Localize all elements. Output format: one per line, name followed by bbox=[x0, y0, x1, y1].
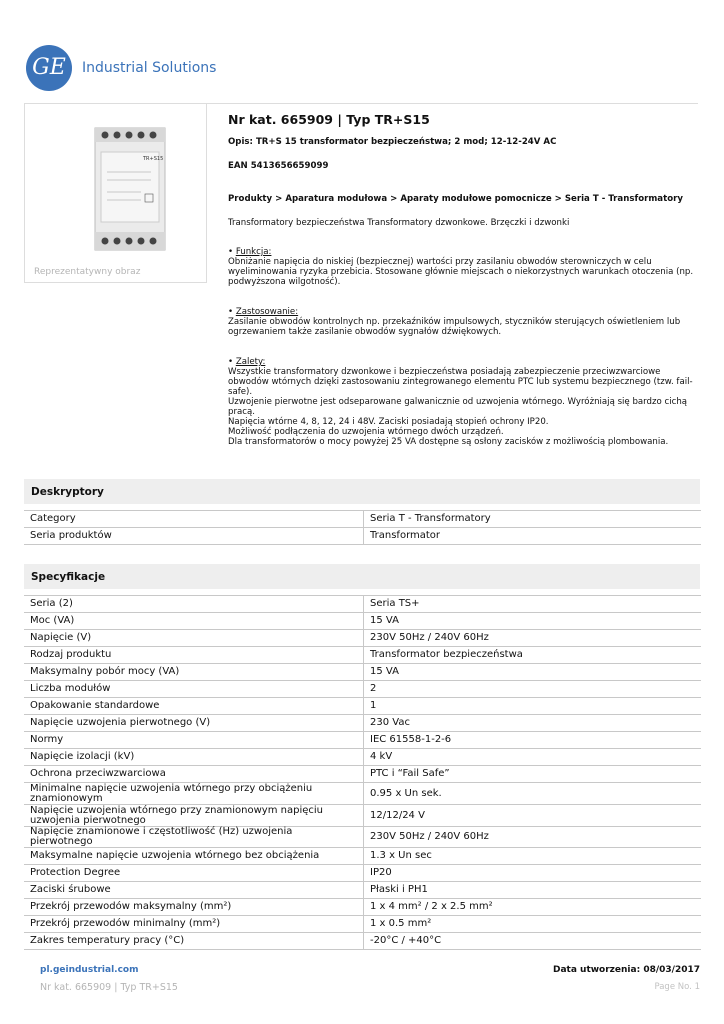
product-tagline: Transformatory bezpieczeństwa Transformatory dzwonkowe. Brzęczki i dzwonki bbox=[228, 218, 570, 228]
table-row bbox=[24, 613, 701, 630]
table-cell-value: Płaski i PH1 bbox=[364, 882, 702, 899]
specyfikacje-table bbox=[24, 595, 701, 950]
table-cell-value: 2 bbox=[364, 681, 702, 698]
table-cell-label: Napięcie znamionowe i częstotliwość (Hz) uzwojenia pierwotnego bbox=[24, 827, 364, 848]
table-row bbox=[24, 528, 701, 545]
funkcja-section: • Funkcja: Obniżanie napięcia do niskiej (bezpiecznej) wartości przy zasilaniu obwodów sterowniczych w celu wyeliminowania ryzyka przebicia. Stosowane głównie miejscach o niekorzystnych warunkach otoczenia (np. podwyższona wilgotność). bbox=[228, 247, 702, 287]
table-cell-value: 1 bbox=[364, 698, 702, 715]
table-cell-value: Transformator bezpieczeństwa bbox=[364, 647, 702, 664]
table-cell-value: 1.3 x Un sec bbox=[364, 848, 702, 865]
zalety-line: Uzwojenie pierwotne jest odseparowane galwanicznie od uzwojenia wtórnego. Wyróżniają się bardzo cichą pracą. bbox=[228, 397, 688, 417]
table-row bbox=[24, 916, 701, 933]
table-row bbox=[24, 783, 701, 805]
device-label: TR+S15 bbox=[143, 156, 164, 162]
zastosowanie-text: Zasilanie obwodów kontrolnych np. przekaźników impulsowych, styczników sterujących oświetleniem lub ogrzewaniem także zasilanie obwodów sygnałów dźwiękowych. bbox=[228, 317, 681, 337]
table-row bbox=[24, 732, 701, 749]
table-cell-label: Normy bbox=[24, 732, 364, 749]
funkcja-text: Obniżanie napięcia do niskiej (bezpiecznej) wartości przy zasilaniu obwodów sterowniczych w celu wyeliminowania ryzyka przebicia. Stosowane głównie miejscach o niekorzystnych warunkach otoczenia (np. podwyższona wilgotność). bbox=[228, 257, 694, 287]
table-cell-label: Moc (VA) bbox=[24, 613, 364, 630]
table-cell-label: Napięcie uzwojenia pierwotnego (V) bbox=[24, 715, 364, 732]
ge-logo-icon[interactable]: GE bbox=[26, 45, 72, 91]
deskryptory-heading: Deskryptory bbox=[24, 479, 700, 504]
product-info bbox=[228, 112, 702, 447]
breadcrumb[interactable]: Produkty > Aparatura modułowa > Aparaty modułowe pomocnicze > Seria T - Transformatory bbox=[228, 194, 683, 204]
zalety-label: Zalety: bbox=[235, 357, 266, 367]
table-row bbox=[24, 805, 701, 827]
table-cell-value: 12/12/24 V bbox=[364, 805, 702, 827]
table-cell-value: Transformator bbox=[364, 528, 702, 545]
table-row bbox=[24, 698, 701, 715]
table-cell-value: Seria T - Transformatory bbox=[364, 511, 702, 528]
specyfikacje-heading: Specyfikacje bbox=[24, 564, 700, 589]
table-row bbox=[24, 596, 701, 613]
image-caption: Reprezentatywny obraz bbox=[34, 267, 141, 277]
zalety-line: Dla transformatorów o mocy powyżej 25 VA dostępne są osłony zacisków z możliwością plombowania. bbox=[228, 437, 669, 447]
transformer-device-icon bbox=[81, 124, 179, 254]
table-cell-value: 15 VA bbox=[364, 613, 702, 630]
table-cell-label: Zaciski śrubowe bbox=[24, 882, 364, 899]
table-row bbox=[24, 865, 701, 882]
table-cell-label: Rodzaj produktu bbox=[24, 647, 364, 664]
table-row bbox=[24, 681, 701, 698]
table-cell-label: Ochrona przeciwzwarciowa bbox=[24, 766, 364, 783]
table-cell-value: 1 x 4 mm² / 2 x 2.5 mm² bbox=[364, 899, 702, 916]
zastosowanie-label: Zastosowanie: bbox=[235, 307, 299, 317]
footer-date: Data utworzenia: 08/03/2017 bbox=[552, 965, 700, 975]
footer-reference: Nr kat. 665909 | Typ TR+S15 bbox=[40, 982, 178, 993]
table-cell-label: Protection Degree bbox=[24, 865, 364, 882]
table-row bbox=[24, 827, 701, 848]
zalety-section: • Zalety: Wszystkie transformatory dzwonkowe i bezpieczeństwa posiadają zabezpieczenie przeciwzwarciowe obwodów wtórnych dzięki zastosowaniu zintegrowanego elementu PTC lub systemu bezpiecznego (tzw. fail-safe). Uzwojenie pierwotne jest odseparowane galwanicznie od uzwojenia wtórnego. Wyróżniają się bardzo cichą pracą. Napięcia wtórne 4, 8, 12, 24 i 48V. Zaciski posiadają stopień ochrony IP20. Możliwość podłączenia do uzwojenia wtórnego dwóch urządzeń. Dla transformatorów o mocy powyżej 25 VA dostępne są osłony zacisków z możliwością plombowania. bbox=[228, 357, 702, 447]
zalety-line: Możliwość podłączenia do uzwojenia wtórnego dwóch urządzeń. bbox=[228, 427, 504, 437]
table-cell-value: PTC i “Fail Safe” bbox=[364, 766, 702, 783]
table-cell-label: Category bbox=[24, 511, 364, 528]
header bbox=[26, 45, 216, 91]
table-cell-label: Liczba modułów bbox=[24, 681, 364, 698]
table-row bbox=[24, 933, 701, 950]
table-cell-label: Zakres temperatury pracy (°C) bbox=[24, 933, 364, 950]
table-row bbox=[24, 664, 701, 681]
table-row bbox=[24, 511, 701, 528]
table-cell-value: IP20 bbox=[364, 865, 702, 882]
brand-name: Industrial Solutions bbox=[82, 60, 217, 76]
product-ean: EAN 5413656659099 bbox=[228, 161, 329, 171]
table-cell-value: 230V 50Hz / 240V 60Hz bbox=[364, 630, 702, 647]
table-cell-label: Seria (2) bbox=[24, 596, 364, 613]
zastosowanie-section: • Zastosowanie: Zasilanie obwodów kontrolnych np. przekaźników impulsowych, styczników sterujących oświetleniem lub ogrzewaniem także zasilanie obwodów sygnałów dźwiękowych. bbox=[228, 307, 702, 337]
table-cell-label: Maksymalne napięcie uzwojenia wtórnego bez obciążenia bbox=[24, 848, 364, 865]
table-cell-label: Seria produktów bbox=[24, 528, 364, 545]
product-title: Nr kat. 665909 | Typ TR+S15 bbox=[228, 112, 430, 127]
table-cell-label: Opakowanie standardowe bbox=[24, 698, 364, 715]
deskryptory-table bbox=[24, 510, 701, 545]
footer-url-link[interactable]: pl.geindustrial.com bbox=[40, 965, 139, 975]
table-cell-value: 4 kV bbox=[364, 749, 702, 766]
table-cell-value: 15 VA bbox=[364, 664, 702, 681]
table-cell-label: Napięcie uzwojenia wtórnego przy znamionowym napięciu uzwojenia pierwotnego bbox=[24, 805, 364, 827]
table-row bbox=[24, 647, 701, 664]
table-cell-value: Seria TS+ bbox=[364, 596, 702, 613]
table-row bbox=[24, 848, 701, 865]
table-cell-label: Napięcie (V) bbox=[24, 630, 364, 647]
table-row bbox=[24, 899, 701, 916]
table-row bbox=[24, 766, 701, 783]
funkcja-label: Funkcja: bbox=[235, 247, 272, 257]
table-cell-value: 0.95 x Un sek. bbox=[364, 783, 702, 805]
table-row bbox=[24, 630, 701, 647]
page-number: Page No. 1 bbox=[654, 982, 700, 992]
product-description: Opis: TR+S 15 transformator bezpieczeństwa; 2 mod; 12-12-24V AC bbox=[228, 137, 557, 147]
table-cell-value: 1 x 0.5 mm² bbox=[364, 916, 702, 933]
table-cell-value: -20°C / +40°C bbox=[364, 933, 702, 950]
table-cell-label: Napięcie izolacji (kV) bbox=[24, 749, 364, 766]
product-image bbox=[24, 103, 207, 283]
table-cell-label: Przekrój przewodów minimalny (mm²) bbox=[24, 916, 364, 933]
table-cell-label: Minimalne napięcie uzwojenia wtórnego przy obciążeniu znamionowym bbox=[24, 783, 364, 805]
table-row bbox=[24, 715, 701, 732]
table-cell-label: Przekrój przewodów maksymalny (mm²) bbox=[24, 899, 364, 916]
table-cell-value: 230 Vac bbox=[364, 715, 702, 732]
table-row bbox=[24, 749, 701, 766]
table-cell-label: Maksymalny pobór mocy (VA) bbox=[24, 664, 364, 681]
zalety-line: Wszystkie transformatory dzwonkowe i bezpieczeństwa posiadają zabezpieczenie przeciwzwarciowe obwodów wtórnych dzięki zastosowaniu zintegrowanego elementu PTC lub systemu bezpiecznego (tzw. fail-safe). bbox=[228, 367, 693, 397]
table-cell-value: IEC 61558-1-2-6 bbox=[364, 732, 702, 749]
table-cell-value: 230V 50Hz / 240V 60Hz bbox=[364, 827, 702, 848]
table-row bbox=[24, 882, 701, 899]
zalety-line: Napięcia wtórne 4, 8, 12, 24 i 48V. Zaciski posiadają stopień ochrony IP20. bbox=[228, 417, 549, 427]
